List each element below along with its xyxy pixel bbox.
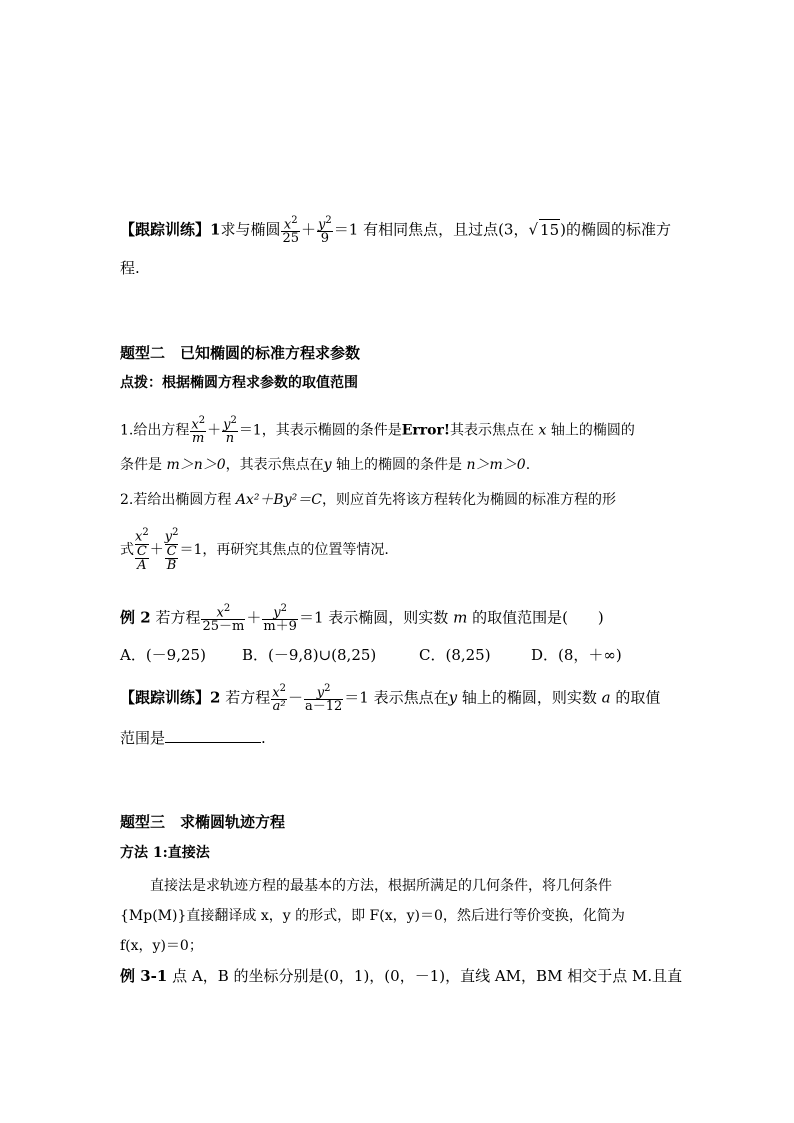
fraction-y2: $\frac{y^2}{m+9}$	[263, 603, 297, 635]
equation: Ax²＋By²＝C	[235, 492, 322, 508]
text: 范围是	[120, 729, 166, 747]
fraction-x2: $\frac{x^2}{25-m}$	[202, 603, 245, 635]
den: a－12	[304, 699, 343, 715]
answer-blank[interactable]	[165, 728, 261, 743]
var-m: m	[453, 608, 468, 627]
c: C	[166, 543, 177, 559]
condition-1: m＞n＞0	[166, 457, 226, 473]
den: a²	[272, 699, 286, 715]
type2-p1: 1.给出方程 $\frac{x^2}{m}$ ＋ $\frac{y^2}{n}$ ＝1，其表示椭圆的条件是Error!其表示焦点在 x 轴上的椭圆的	[120, 415, 635, 447]
option-b: B．(－9,8)∪(8,25)	[242, 646, 377, 664]
fraction-y2-9	[317, 216, 333, 245]
den-m: m	[192, 431, 205, 447]
exp: 2	[291, 215, 298, 226]
follow-training-1: 【跟踪训练】1求与椭圆 $\frac{x^2}{25}$ ＋ $\frac{y^2}{9}$ ＝1 有相同焦点，且过点(3，√ 15)的椭圆的标准方	[120, 215, 671, 247]
fraction-x2-m: $\frac{x^2}{m}$	[191, 415, 206, 447]
b: B	[166, 557, 177, 573]
text: 若方程	[225, 688, 271, 707]
section-title-type2: 题型二 已知椭圆的标准方程求参数	[120, 344, 361, 362]
fraction-y2-a12: $\frac{y^2}{a-12}$	[304, 683, 343, 715]
follow-tag-2: 【跟踪训练】2	[120, 688, 221, 707]
text: 1.给出方程	[120, 422, 190, 439]
var-y: y	[318, 217, 326, 233]
type2-p4: 式 $x^2$ C A ＋ $y^2$ C B ＝1，再研究其焦点的位置等情况.	[120, 527, 389, 573]
compound-fraction-x: $x^2$ C A	[135, 527, 149, 573]
error-text: Error!	[401, 422, 451, 439]
den: 25－m	[202, 619, 245, 635]
a: A	[137, 557, 147, 573]
example-3-1	[120, 966, 682, 986]
section-title-type3: 题型三 求椭圆轨迹方程	[120, 813, 286, 831]
text: 的取值	[615, 688, 661, 707]
type2-p2	[120, 455, 530, 475]
text: ＝1，其表示椭圆的条件是	[238, 422, 402, 439]
example-tag: 例 2	[120, 608, 151, 627]
condition-2: n＞m＞0	[466, 457, 526, 473]
text: 2.若给出椭圆方程	[120, 492, 232, 508]
text: 轴上的椭圆的条件是	[336, 457, 463, 473]
type3-p2: {Mp(M)}直接翻译成 x，y 的形式，即 F(x，y)＝0，然后进行等价变换，化简为	[120, 908, 625, 924]
text: .	[261, 729, 266, 747]
tip-type2: 点拨：根据椭圆方程求参数的取值范围	[120, 375, 358, 391]
follow-training-1-cont: 程.	[120, 259, 140, 277]
den: m＋9	[263, 619, 297, 635]
example-2-options	[120, 645, 622, 665]
var-x: x	[283, 217, 292, 233]
type2-p3	[120, 490, 616, 510]
follow-training-2-cont	[120, 728, 266, 748]
var-y: y	[448, 688, 458, 707]
text: 求与椭圆	[220, 220, 281, 239]
fraction-x2-25	[281, 216, 300, 245]
type3-p1: 直接法是求轨迹方程的最基本的方法，根据所满足的几何条件，将几何条件	[150, 878, 612, 894]
text: .	[525, 457, 531, 473]
type3-p3: f(x，y)＝0；	[120, 938, 203, 954]
text: ＝1 表示焦点在	[344, 688, 449, 707]
text: ，则应首先将该方程转化为椭圆的标准方程的形	[321, 492, 616, 508]
method-1: 方法 1:直接法	[120, 845, 210, 861]
text: 若方程	[155, 608, 201, 627]
text: 点 A，B 的坐标分别是(0，1)，(0，－1)，直线 AM，BM 相交于点 M.且直	[172, 967, 683, 985]
var-x: x	[538, 422, 547, 439]
den-9: 9	[320, 231, 330, 247]
option-c: C．(8,25)	[419, 646, 491, 664]
den-n: n	[225, 431, 235, 447]
example-2: 例 2 若方程 $\frac{x^2}{25-m}$ ＋ $\frac{y^2}{m+9}$ ＝1 表示椭圆，则实数 m 的取值范围是( )	[120, 603, 604, 635]
option-d: D．(8，＋∞)	[531, 646, 622, 664]
var-a: a	[601, 688, 611, 707]
fraction-y2-n: $\frac{y^2}{n}$	[223, 415, 237, 447]
den-25: 25	[282, 231, 300, 247]
text: 式	[120, 542, 134, 558]
var-y: y	[323, 457, 332, 473]
text: 其表示焦点在	[450, 422, 535, 439]
text: 轴上的椭圆的	[550, 422, 635, 439]
text: ＝1 表示椭圆，则实数	[298, 608, 449, 627]
compound-fraction-y: $y^2$ C B	[164, 527, 179, 573]
c: C	[136, 543, 147, 559]
example-tag: 例 3-1	[120, 967, 168, 985]
text: ＝1 有相同焦点，且过点(3，	[333, 220, 529, 239]
sqrt-15: 15	[540, 220, 560, 239]
option-a: A．(－9,25)	[120, 646, 206, 664]
follow-tag-1: 【跟踪训练】1	[120, 220, 221, 239]
text: 轴上的椭圆，则实数	[461, 688, 597, 707]
exp: 2	[325, 215, 332, 226]
text: ，其表示焦点在	[225, 457, 324, 473]
text: ＝1，再研究其焦点的位置等情况.	[179, 542, 389, 558]
text: 的取值范围是( )	[472, 608, 604, 627]
fraction-x2-a2: $\frac{x^2}{\text{a²}}$	[272, 683, 286, 715]
follow-training-2: 【跟踪训练】2 若方程 $\frac{x^2}{\text{a²}}$ － $\frac{y^2}{a-12}$ ＝1 表示焦点在y 轴上的椭圆，则实数 a 的取值	[120, 683, 661, 715]
text: 条件是	[120, 457, 162, 473]
text: )的椭圆的标准方	[560, 220, 671, 239]
